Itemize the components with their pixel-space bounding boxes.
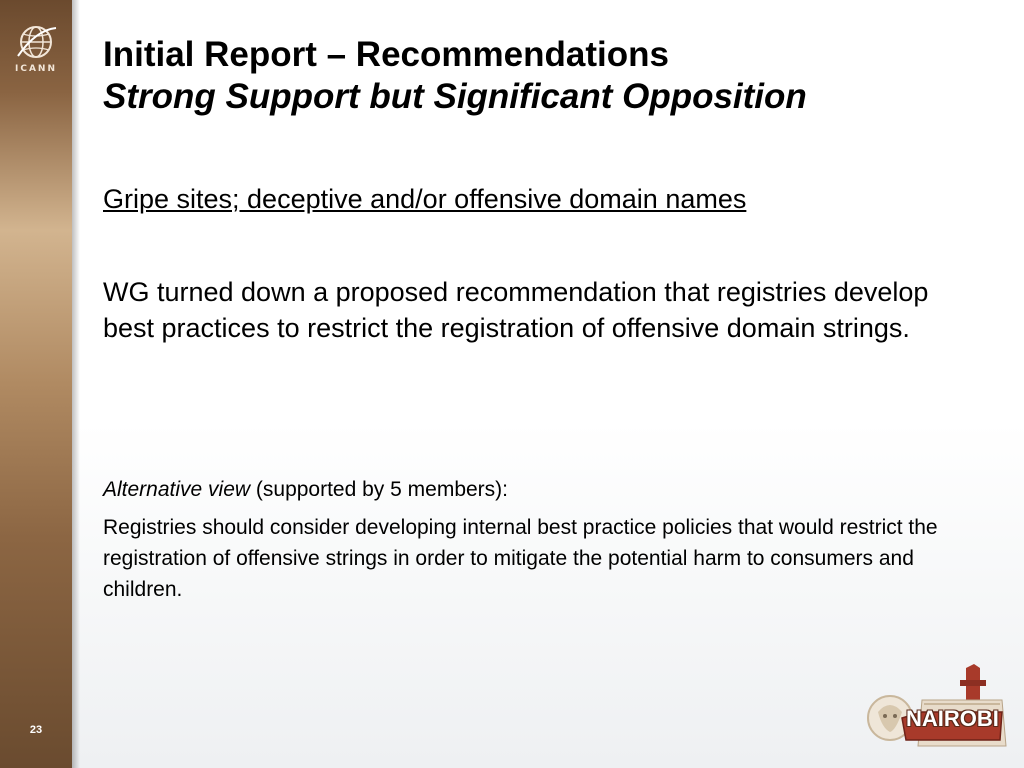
- page-number: 23: [29, 724, 43, 736]
- nairobi-logo: [862, 660, 1012, 752]
- sidebar-shadow: [72, 0, 80, 768]
- slide-title: [103, 34, 1003, 118]
- section-heading: Gripe sites; deceptive and/or offensive domain names: [103, 184, 747, 214]
- alternative-view-support: (supported by 5 members):: [250, 478, 508, 501]
- icann-logo-text: ICANN: [15, 64, 57, 74]
- alternative-view-line: [103, 476, 983, 504]
- section-body: WG turned down a proposed recommendation that registries develop best practices to restrict the registration of offensive domain strings.: [103, 277, 929, 343]
- globe-icon: [10, 22, 62, 64]
- title-main: Initial Report – Recommendations: [103, 35, 669, 74]
- sidebar-bar: [0, 0, 72, 768]
- alternative-view-text: Registries should consider developing internal best practice policies that would restrict the registration of offensive strings in order to mitigate the potential harm to consumers and children.: [103, 516, 938, 601]
- icann-logo: [10, 22, 62, 80]
- alternative-view-label: Alternative view: [103, 478, 251, 501]
- title-subtitle: Strong Support but Significant Opposition: [103, 77, 807, 116]
- nairobi-logo-text: NAIROBI: [906, 706, 999, 731]
